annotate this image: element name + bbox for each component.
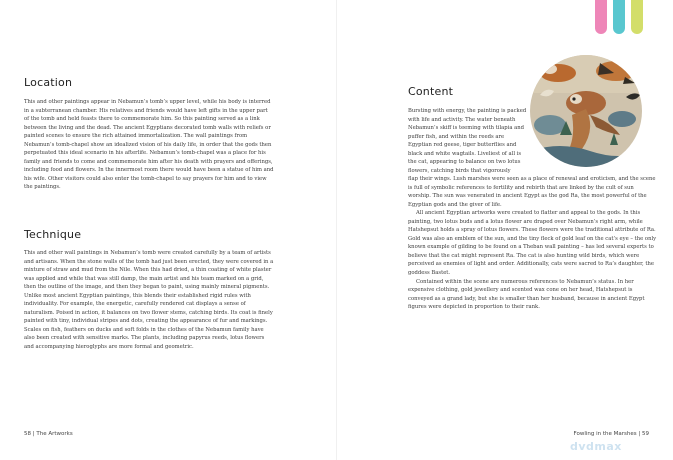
location-paragraph <box>24 98 274 192</box>
content-text-p1-rest: flap their wings. Lush marshes were seen as a place of renewal and eroticism, and the scene is full of symbolic references to fertility and rebirth that are linked by the cult of sun worship. The sun was venerated in ancient Egypt as the god Ra, the most powerful of the Egyptian gods and the giver of life. <box>408 176 656 208</box>
technique-heading: Technique <box>24 228 82 241</box>
right-footer: Fowling in the Marshes | 59 <box>573 431 649 437</box>
content-paragraph-1-wrap <box>408 107 528 175</box>
left-footer: 58 | The Artworks <box>24 431 73 437</box>
left-page <box>0 0 336 460</box>
technique-paragraph <box>24 249 274 352</box>
right-page <box>337 0 673 460</box>
location-text: This and other paintings appear in Nebamun’s tomb’s upper level, while his body is interred in a subterranean chamber. His relatives and friends would have left gifts in the upper part of the tomb and held feasts there to commemorate him. So this painting served as a link between the living and the dead. The ancient Egyptians decorated tomb walls with reliefs or painted scenes to ensure the rich attained immortalization. The wall paintings from Nebamun’s tomb-chapel show an idealized vision of his daily life, in order that the gods then perpetuated this ideal scenario in his afterlife. Nebamun’s tomb-chapel was a place for his family and friends to come and commemorate him after his death with prayers and offerings, including food and flowers. In the innermost room there would have been a statue of him and his wife. Other visitors could also enter the tomb-chapel to say prayers for him and to view the paintings. <box>24 99 274 191</box>
content-text-p1: Bursting with energy, the painting is packed with life and activity. The water beneath Nebamun’s skiff is teeming with tilapia and puffer fish, and within the reeds are Egyptian red geese, tiger butterflies and black and white wagtails. Liveliest of all is the cat, appearing to balance on two lotus flowers, catching birds that vigorously <box>408 108 527 174</box>
watermark: dvdmax <box>570 440 622 453</box>
content-text-p3: Contained within the scene are numerous references to Nebamun’s status. In her expensive clothing, gold jewellery and scented wax cone on her head, Hatshepsut is conveyed as a grand lady, but she is smaller than her husband, because in ancient Egypt figures were depicted in proportion to their rank. <box>408 278 645 311</box>
content-paragraph-wide <box>408 175 658 312</box>
content-heading: Content <box>408 85 454 98</box>
technique-text: This and other wall paintings in Nebamun’s tomb were created carefully by a team of artists and artisans. When the stone walls of the tomb had just been erected, they were covered in a mixture of straw and mud from the Nile. When this had dried, a thin coating of white plaster was applied and while that was still damp, the main artist and his team marked on a grid, then the outline of the image, and then they began to paint, using mainly mineral pigments. Unlike most ancient Egyptian paintings, this blends their established rigid rules with individuality. For example, the energetic, carefully rendered cat displays a sense of naturalism. Poised in action, it balances on two flower stems, catching birds. Its coat is finely painted with tiny, individual stripes and dots, creating the appearance of fur and markings. Scales on fish, feathers on ducks and soft folds in the clothes of the Nebamun family have also been created with sensitive marks. The plants, including papyrus reeds, lotus flowers and accompanying hieroglyphs are more formal and geometric. <box>24 250 274 351</box>
content-text-p2: All ancient Egyptian artworks were created to flatter and appeal to the gods. In this painting, two lotus buds and a lotus flower are draped over Nebamun’s right arm, while Hatshepsut holds a spray of lotus flowers. These flowers were the traditional attribute of Ra. Gold was also an emblem of the sun, and the tiny fleck of gold leaf on the cat’s eye – the only known example of gilding to be found on a Theban wall painting – has led several experts to believe that the cat might represent Ra. The cat is also hunting wild birds, which were perceived as enemies of light and order. Additionally, cats were sacred to Ra’s daughter, the goddess Bastet. <box>408 210 657 277</box>
location-heading: Location <box>24 76 73 89</box>
